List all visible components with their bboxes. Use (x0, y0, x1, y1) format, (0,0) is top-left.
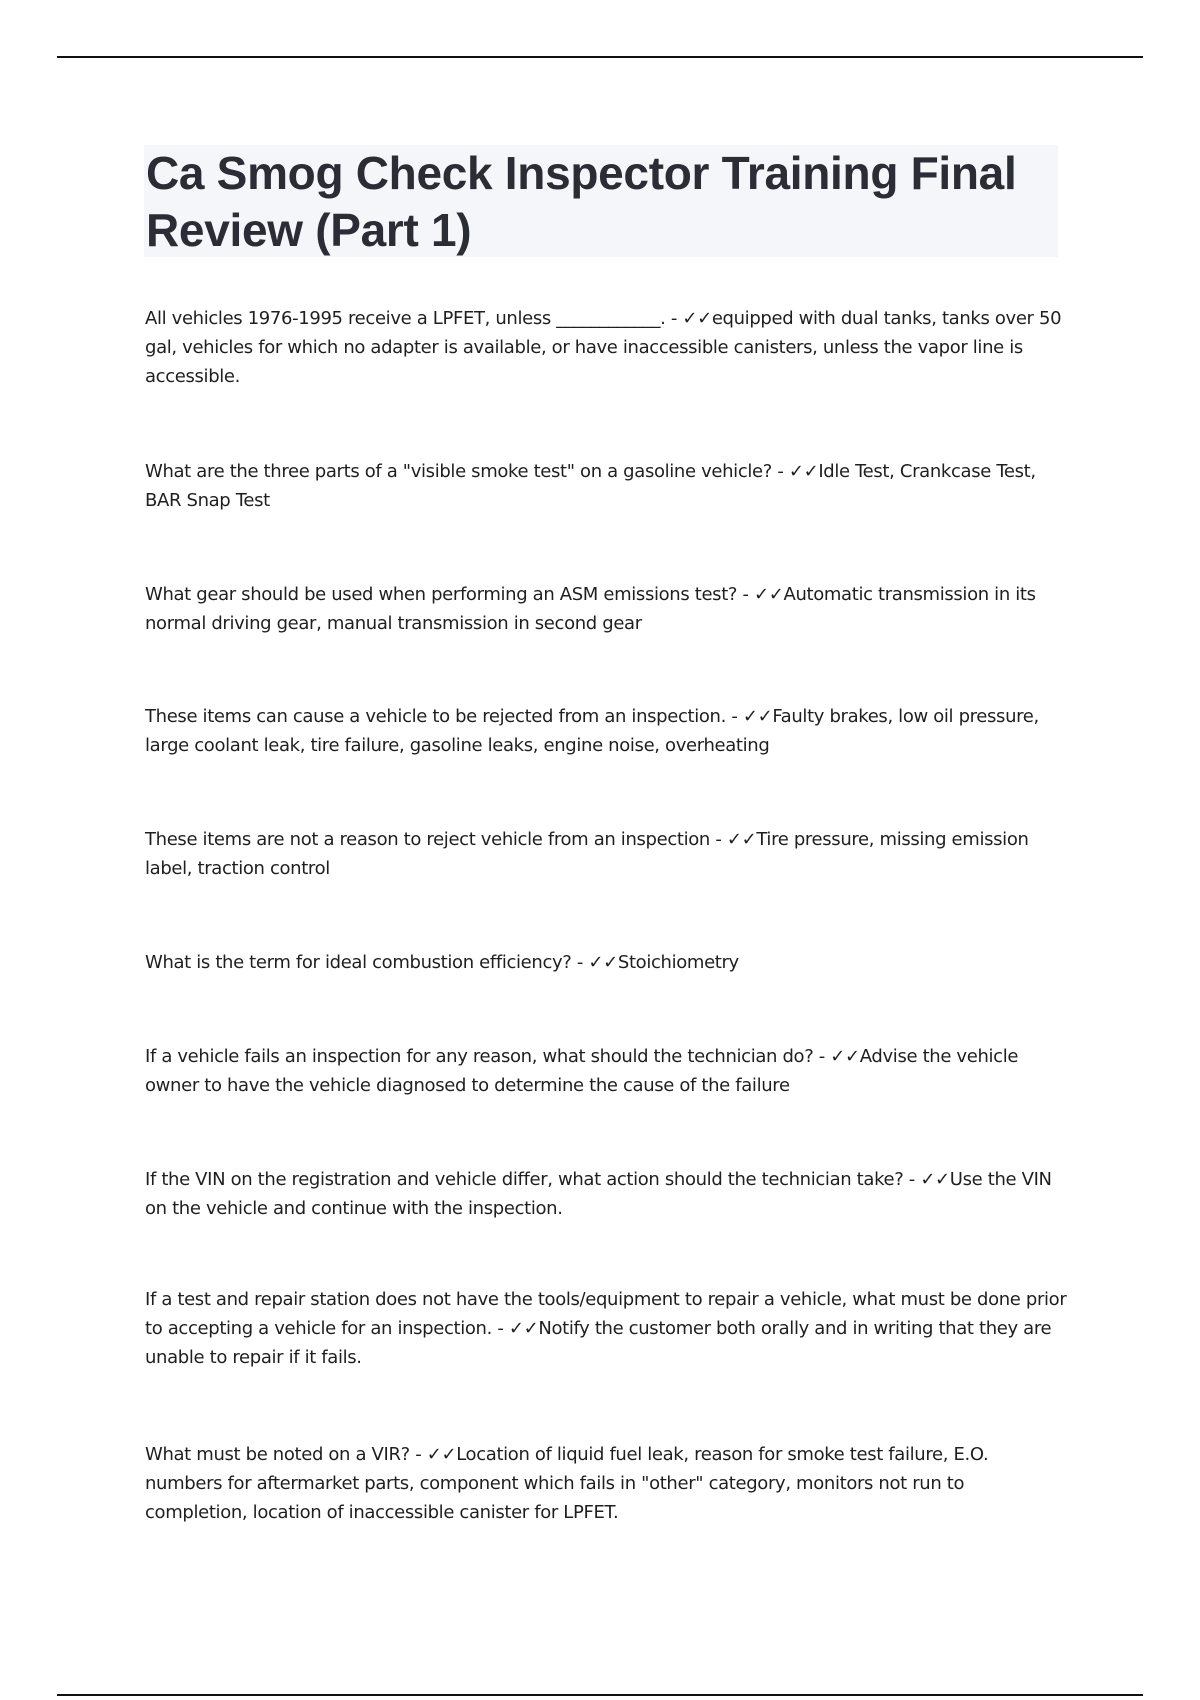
double-check-icon: ✓✓ (754, 584, 784, 605)
bottom-divider (57, 1694, 1143, 1696)
qa-item-6 (145, 948, 1070, 977)
answer-text: equipped with dual tanks, tanks over 50 gal, vehicles for which no adapter is available, or have inaccessible canisters, unless the vapor line is accessible. (145, 308, 1062, 387)
question-text: These items are not a reason to reject vehicle from an inspection (145, 829, 710, 850)
document-title: Ca Smog Check Inspector Training Final Review (Part 1) (146, 147, 1017, 256)
answer-text: Faulty brakes, low oil pressure, large coolant leak, tire failure, gasoline leaks, engine noise, overheating (145, 706, 1039, 756)
question-text: All vehicles 1976-1995 receive a LPFET, unless ____________. (145, 308, 666, 329)
separator: - (709, 829, 727, 850)
double-check-icon: ✓✓ (920, 1169, 950, 1190)
separator: - (665, 308, 683, 329)
answer-text: Location of liquid fuel leak, reason for smoke test failure, E.O. numbers for aftermarket parts, component which fails in "other" category, monitors not run to completion, location of inaccessible canister for LPFET. (145, 1444, 989, 1523)
double-check-icon: ✓✓ (426, 1444, 457, 1465)
answer-text: Tire pressure, missing emission label, traction control (145, 829, 1029, 879)
question-text: What gear should be used when performing an ASM emissions test? (145, 584, 738, 605)
double-check-icon: ✓✓ (726, 829, 757, 850)
qa-item-2 (145, 457, 1070, 515)
separator: - (725, 706, 743, 727)
separator: - (813, 1046, 831, 1067)
answer-text: Use the VIN on the vehicle and continue with the inspection. (145, 1169, 1052, 1219)
qa-item-4 (145, 702, 1070, 760)
double-check-icon: ✓✓ (830, 1046, 860, 1067)
qa-item-10 (145, 1440, 1070, 1527)
separator: - (737, 584, 755, 605)
question-text: What is the term for ideal combustion efficiency? (145, 952, 572, 973)
separator: - (903, 1169, 921, 1190)
qa-item-7 (145, 1042, 1070, 1100)
question-text: If the VIN on the registration and vehicle differ, what action should the technician take? (145, 1169, 904, 1190)
separator: - (491, 1318, 509, 1339)
double-check-icon: ✓✓ (508, 1318, 539, 1339)
question-text: What must be noted on a VIR? (145, 1444, 410, 1465)
qa-item-9 (145, 1285, 1070, 1372)
answer-text: Automatic transmission in its normal driving gear, manual transmission in second gear (145, 584, 1036, 634)
qa-item-3 (145, 580, 1070, 638)
qa-item-5 (145, 825, 1070, 883)
separator: - (409, 1444, 427, 1465)
qa-item-1 (145, 304, 1070, 391)
separator: - (571, 952, 589, 973)
answer-text: Advise the vehicle owner to have the vehicle diagnosed to determine the cause of the failure (145, 1046, 1019, 1096)
double-check-icon: ✓✓ (788, 461, 819, 482)
double-check-icon: ✓✓ (588, 952, 618, 973)
answer-text: Idle Test, Crankcase Test, BAR Snap Test (145, 461, 1036, 511)
double-check-icon: ✓✓ (742, 706, 773, 727)
answer-text: Notify the customer both orally and in writing that they are unable to repair if it fails. (145, 1318, 1052, 1368)
question-text: If a test and repair station does not have the tools/equipment to repair a vehicle, what must be done prior to accepting a vehicle for an inspection. (145, 1289, 1067, 1339)
question-text: These items can cause a vehicle to be rejected from an inspection. (145, 706, 726, 727)
question-text: If a vehicle fails an inspection for any reason, what should the technician do? (145, 1046, 814, 1067)
double-check-icon: ✓✓ (682, 308, 712, 329)
qa-item-8 (145, 1165, 1070, 1223)
top-divider (57, 56, 1143, 58)
answer-text: Stoichiometry (617, 952, 739, 973)
title-block (144, 145, 1058, 257)
separator: - (771, 461, 789, 482)
question-text: What are the three parts of a "visible smoke test" on a gasoline vehicle? (145, 461, 772, 482)
